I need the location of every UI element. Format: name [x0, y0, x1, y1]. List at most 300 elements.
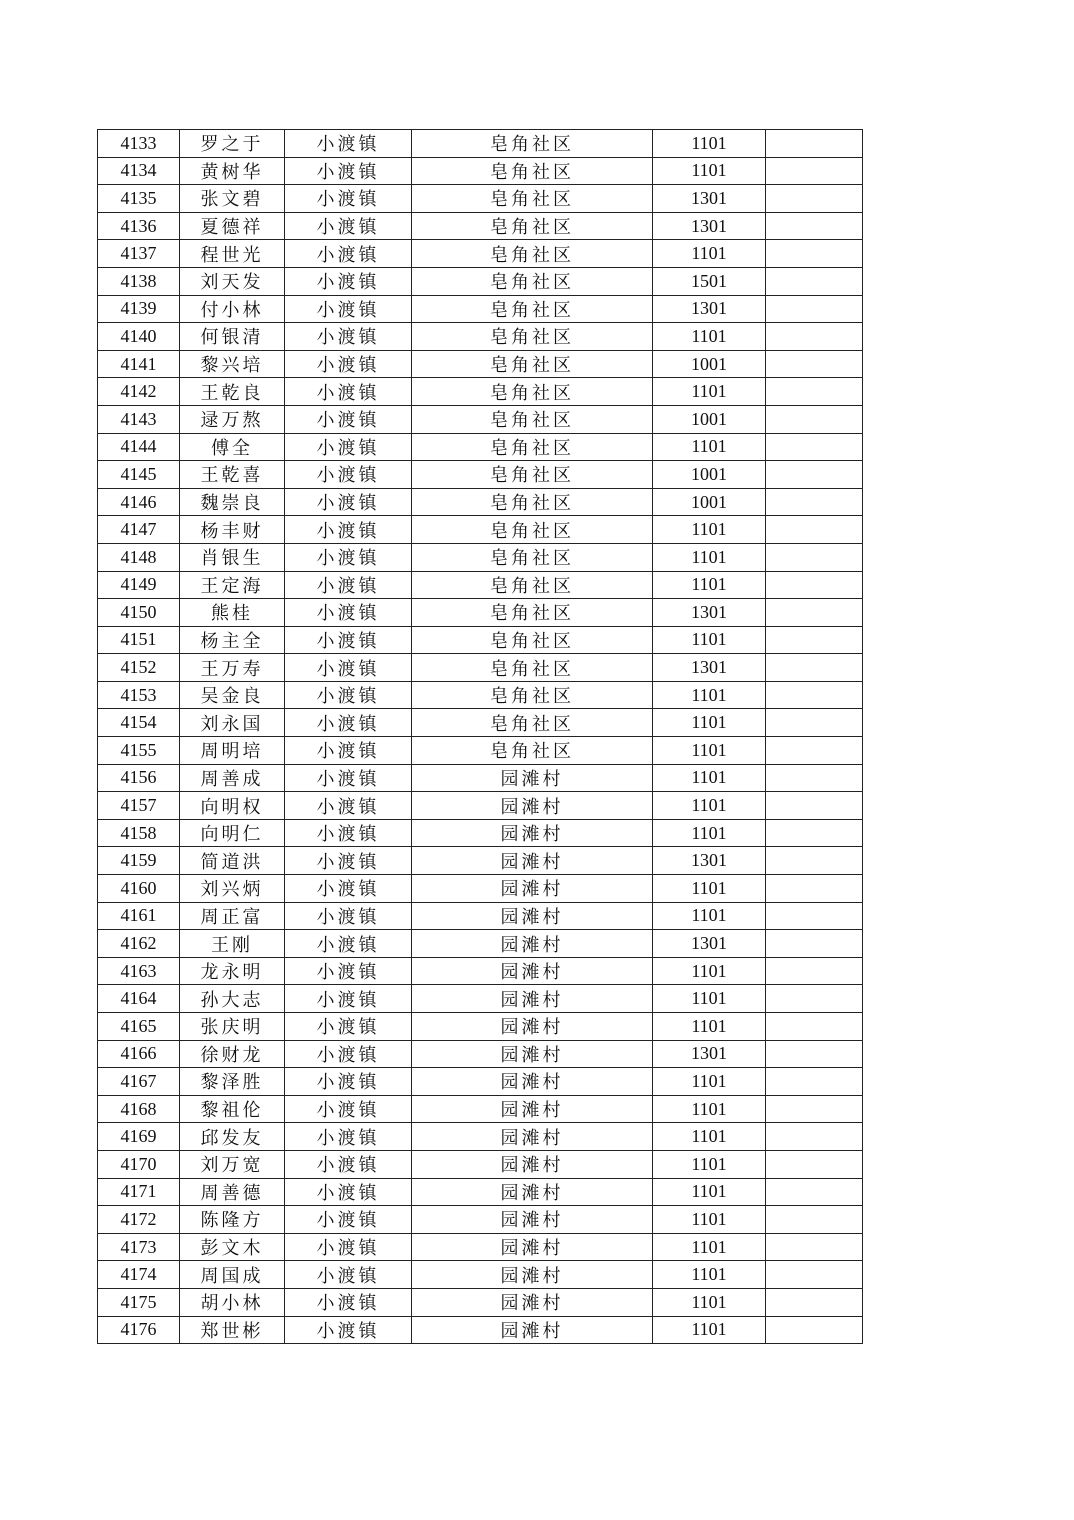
- town-cell: 小渡镇: [285, 240, 412, 268]
- note-cell: [766, 626, 863, 654]
- village-cell: 园滩村: [412, 764, 653, 792]
- row-number-cell: 4145: [98, 461, 180, 489]
- note-cell: [766, 1123, 863, 1151]
- note-cell: [766, 212, 863, 240]
- note-cell: [766, 185, 863, 213]
- name-cell: 简道洪: [180, 847, 285, 875]
- row-number-cell: 4147: [98, 516, 180, 544]
- name-cell: 付小林: [180, 295, 285, 323]
- row-number-cell: 4151: [98, 626, 180, 654]
- code-cell: 1101: [653, 240, 766, 268]
- village-cell: 园滩村: [412, 957, 653, 985]
- village-cell: 皂角社区: [412, 405, 653, 433]
- code-cell: 1101: [653, 1316, 766, 1344]
- village-cell: 园滩村: [412, 847, 653, 875]
- row-number-cell: 4139: [98, 295, 180, 323]
- code-cell: 1501: [653, 267, 766, 295]
- note-cell: [766, 1206, 863, 1234]
- name-cell: 刘永国: [180, 709, 285, 737]
- table-row: [98, 737, 863, 765]
- table-row: [98, 516, 863, 544]
- table-row: [98, 847, 863, 875]
- note-cell: [766, 737, 863, 765]
- town-cell: 小渡镇: [285, 405, 412, 433]
- name-cell: 程世光: [180, 240, 285, 268]
- name-cell: 罗之于: [180, 130, 285, 158]
- town-cell: 小渡镇: [285, 985, 412, 1013]
- name-cell: 龙永明: [180, 957, 285, 985]
- table-row: [98, 240, 863, 268]
- note-cell: [766, 599, 863, 627]
- town-cell: 小渡镇: [285, 516, 412, 544]
- note-cell: [766, 902, 863, 930]
- row-number-cell: 4171: [98, 1178, 180, 1206]
- name-cell: 向明仁: [180, 819, 285, 847]
- table-row: [98, 764, 863, 792]
- village-cell: 园滩村: [412, 1040, 653, 1068]
- row-number-cell: 4176: [98, 1316, 180, 1344]
- code-cell: 1001: [653, 350, 766, 378]
- name-cell: 杨主全: [180, 626, 285, 654]
- village-cell: 园滩村: [412, 792, 653, 820]
- row-number-cell: 4136: [98, 212, 180, 240]
- table-row: [98, 654, 863, 682]
- village-cell: 皂角社区: [412, 461, 653, 489]
- row-number-cell: 4144: [98, 433, 180, 461]
- code-cell: 1301: [653, 212, 766, 240]
- town-cell: 小渡镇: [285, 1150, 412, 1178]
- code-cell: 1101: [653, 1150, 766, 1178]
- row-number-cell: 4138: [98, 267, 180, 295]
- note-cell: [766, 571, 863, 599]
- table-row: [98, 405, 863, 433]
- row-number-cell: 4150: [98, 599, 180, 627]
- town-cell: 小渡镇: [285, 819, 412, 847]
- town-cell: 小渡镇: [285, 1040, 412, 1068]
- code-cell: 1101: [653, 1068, 766, 1096]
- note-cell: [766, 1233, 863, 1261]
- code-cell: 1101: [653, 1206, 766, 1234]
- code-cell: 1101: [653, 1233, 766, 1261]
- table-row: [98, 819, 863, 847]
- table-row: [98, 157, 863, 185]
- table-row: [98, 571, 863, 599]
- table-row: [98, 461, 863, 489]
- village-cell: 皂角社区: [412, 709, 653, 737]
- row-number-cell: 4164: [98, 985, 180, 1013]
- code-cell: 1101: [653, 1178, 766, 1206]
- village-cell: 皂角社区: [412, 599, 653, 627]
- row-number-cell: 4167: [98, 1068, 180, 1096]
- row-number-cell: 4142: [98, 378, 180, 406]
- code-cell: 1001: [653, 461, 766, 489]
- town-cell: 小渡镇: [285, 1068, 412, 1096]
- name-cell: 黎兴培: [180, 350, 285, 378]
- table-row: [98, 488, 863, 516]
- village-cell: 园滩村: [412, 1233, 653, 1261]
- name-cell: 傅全: [180, 433, 285, 461]
- table-row: [98, 681, 863, 709]
- code-cell: 1101: [653, 764, 766, 792]
- row-number-cell: 4148: [98, 543, 180, 571]
- table-row: [98, 130, 863, 158]
- town-cell: 小渡镇: [285, 267, 412, 295]
- table-row: [98, 1206, 863, 1234]
- row-number-cell: 4172: [98, 1206, 180, 1234]
- note-cell: [766, 488, 863, 516]
- code-cell: 1001: [653, 488, 766, 516]
- note-cell: [766, 405, 863, 433]
- town-cell: 小渡镇: [285, 681, 412, 709]
- village-cell: 皂角社区: [412, 654, 653, 682]
- note-cell: [766, 267, 863, 295]
- row-number-cell: 4155: [98, 737, 180, 765]
- name-cell: 郑世彬: [180, 1316, 285, 1344]
- name-cell: 张庆明: [180, 1013, 285, 1041]
- village-cell: 园滩村: [412, 902, 653, 930]
- name-cell: 魏崇良: [180, 488, 285, 516]
- name-cell: 邱发友: [180, 1123, 285, 1151]
- note-cell: [766, 875, 863, 903]
- note-cell: [766, 654, 863, 682]
- table-row: [98, 267, 863, 295]
- code-cell: 1101: [653, 875, 766, 903]
- row-number-cell: 4154: [98, 709, 180, 737]
- town-cell: 小渡镇: [285, 295, 412, 323]
- code-cell: 1101: [653, 681, 766, 709]
- name-cell: 黎泽胜: [180, 1068, 285, 1096]
- row-number-cell: 4168: [98, 1095, 180, 1123]
- code-cell: 1101: [653, 1095, 766, 1123]
- table-body: [98, 130, 863, 1344]
- note-cell: [766, 1150, 863, 1178]
- name-cell: 周国成: [180, 1261, 285, 1289]
- town-cell: 小渡镇: [285, 1095, 412, 1123]
- row-number-cell: 4140: [98, 323, 180, 351]
- row-number-cell: 4135: [98, 185, 180, 213]
- town-cell: 小渡镇: [285, 930, 412, 958]
- village-cell: 园滩村: [412, 1178, 653, 1206]
- code-cell: 1101: [653, 1288, 766, 1316]
- name-cell: 张文碧: [180, 185, 285, 213]
- village-cell: 皂角社区: [412, 185, 653, 213]
- table-row: [98, 985, 863, 1013]
- town-cell: 小渡镇: [285, 626, 412, 654]
- row-number-cell: 4166: [98, 1040, 180, 1068]
- name-cell: 孙大志: [180, 985, 285, 1013]
- village-cell: 园滩村: [412, 1123, 653, 1151]
- note-cell: [766, 792, 863, 820]
- village-cell: 园滩村: [412, 819, 653, 847]
- name-cell: 彭文木: [180, 1233, 285, 1261]
- name-cell: 周善成: [180, 764, 285, 792]
- note-cell: [766, 323, 863, 351]
- town-cell: 小渡镇: [285, 1123, 412, 1151]
- row-number-cell: 4149: [98, 571, 180, 599]
- name-cell: 王定海: [180, 571, 285, 599]
- town-cell: 小渡镇: [285, 212, 412, 240]
- town-cell: 小渡镇: [285, 1261, 412, 1289]
- note-cell: [766, 819, 863, 847]
- table-row: [98, 626, 863, 654]
- village-cell: 皂角社区: [412, 130, 653, 158]
- code-cell: 1101: [653, 737, 766, 765]
- row-number-cell: 4137: [98, 240, 180, 268]
- village-cell: 皂角社区: [412, 212, 653, 240]
- row-number-cell: 4169: [98, 1123, 180, 1151]
- note-cell: [766, 543, 863, 571]
- row-number-cell: 4173: [98, 1233, 180, 1261]
- table-row: [98, 323, 863, 351]
- note-cell: [766, 378, 863, 406]
- note-cell: [766, 1068, 863, 1096]
- table-row: [98, 1316, 863, 1344]
- table-row: [98, 1040, 863, 1068]
- table-row: [98, 1261, 863, 1289]
- town-cell: 小渡镇: [285, 488, 412, 516]
- name-cell: 王刚: [180, 930, 285, 958]
- table-row: [98, 378, 863, 406]
- town-cell: 小渡镇: [285, 654, 412, 682]
- note-cell: [766, 1261, 863, 1289]
- note-cell: [766, 847, 863, 875]
- table-row: [98, 930, 863, 958]
- town-cell: 小渡镇: [285, 792, 412, 820]
- row-number-cell: 4160: [98, 875, 180, 903]
- code-cell: 1301: [653, 654, 766, 682]
- table-row: [98, 957, 863, 985]
- village-cell: 园滩村: [412, 1288, 653, 1316]
- row-number-cell: 4162: [98, 930, 180, 958]
- note-cell: [766, 709, 863, 737]
- note-cell: [766, 681, 863, 709]
- note-cell: [766, 930, 863, 958]
- name-cell: 吴金良: [180, 681, 285, 709]
- note-cell: [766, 295, 863, 323]
- town-cell: 小渡镇: [285, 875, 412, 903]
- row-number-cell: 4143: [98, 405, 180, 433]
- name-cell: 黄树华: [180, 157, 285, 185]
- table-row: [98, 1150, 863, 1178]
- village-cell: 皂角社区: [412, 543, 653, 571]
- table-row: [98, 543, 863, 571]
- note-cell: [766, 1316, 863, 1344]
- town-cell: 小渡镇: [285, 1288, 412, 1316]
- town-cell: 小渡镇: [285, 902, 412, 930]
- table-row: [98, 433, 863, 461]
- name-cell: 陈隆方: [180, 1206, 285, 1234]
- row-number-cell: 4141: [98, 350, 180, 378]
- code-cell: 1001: [653, 405, 766, 433]
- note-cell: [766, 516, 863, 544]
- village-cell: 园滩村: [412, 1150, 653, 1178]
- town-cell: 小渡镇: [285, 433, 412, 461]
- code-cell: 1101: [653, 433, 766, 461]
- code-cell: 1101: [653, 709, 766, 737]
- code-cell: 1101: [653, 902, 766, 930]
- village-cell: 园滩村: [412, 985, 653, 1013]
- village-cell: 皂角社区: [412, 488, 653, 516]
- village-cell: 园滩村: [412, 930, 653, 958]
- code-cell: 1101: [653, 516, 766, 544]
- town-cell: 小渡镇: [285, 1178, 412, 1206]
- code-cell: 1101: [653, 130, 766, 158]
- row-number-cell: 4158: [98, 819, 180, 847]
- note-cell: [766, 1095, 863, 1123]
- name-cell: 周明培: [180, 737, 285, 765]
- town-cell: 小渡镇: [285, 185, 412, 213]
- village-cell: 园滩村: [412, 875, 653, 903]
- name-cell: 刘兴炳: [180, 875, 285, 903]
- town-cell: 小渡镇: [285, 130, 412, 158]
- note-cell: [766, 240, 863, 268]
- village-cell: 皂角社区: [412, 157, 653, 185]
- row-number-cell: 4153: [98, 681, 180, 709]
- table-row: [98, 599, 863, 627]
- village-cell: 皂角社区: [412, 516, 653, 544]
- row-number-cell: 4165: [98, 1013, 180, 1041]
- row-number-cell: 4174: [98, 1261, 180, 1289]
- village-cell: 皂角社区: [412, 267, 653, 295]
- town-cell: 小渡镇: [285, 1316, 412, 1344]
- town-cell: 小渡镇: [285, 737, 412, 765]
- note-cell: [766, 985, 863, 1013]
- code-cell: 1301: [653, 295, 766, 323]
- code-cell: 1101: [653, 985, 766, 1013]
- name-cell: 刘天发: [180, 267, 285, 295]
- village-cell: 皂角社区: [412, 626, 653, 654]
- name-cell: 王乾喜: [180, 461, 285, 489]
- town-cell: 小渡镇: [285, 571, 412, 599]
- name-cell: 王乾良: [180, 378, 285, 406]
- name-cell: 刘万宽: [180, 1150, 285, 1178]
- code-cell: 1301: [653, 847, 766, 875]
- row-number-cell: 4159: [98, 847, 180, 875]
- village-cell: 皂角社区: [412, 737, 653, 765]
- table-row: [98, 792, 863, 820]
- row-number-cell: 4170: [98, 1150, 180, 1178]
- town-cell: 小渡镇: [285, 1013, 412, 1041]
- code-cell: 1101: [653, 157, 766, 185]
- name-cell: 逯万熬: [180, 405, 285, 433]
- row-number-cell: 4161: [98, 902, 180, 930]
- name-cell: 熊桂: [180, 599, 285, 627]
- name-cell: 周善德: [180, 1178, 285, 1206]
- table-row: [98, 1095, 863, 1123]
- name-cell: 黎祖伦: [180, 1095, 285, 1123]
- name-cell: 王万寿: [180, 654, 285, 682]
- table-row: [98, 295, 863, 323]
- village-cell: 皂角社区: [412, 240, 653, 268]
- table-row: [98, 875, 863, 903]
- village-cell: 皂角社区: [412, 571, 653, 599]
- town-cell: 小渡镇: [285, 350, 412, 378]
- row-number-cell: 4157: [98, 792, 180, 820]
- note-cell: [766, 433, 863, 461]
- town-cell: 小渡镇: [285, 709, 412, 737]
- note-cell: [766, 461, 863, 489]
- code-cell: 1101: [653, 323, 766, 351]
- village-cell: 园滩村: [412, 1206, 653, 1234]
- name-cell: 向明权: [180, 792, 285, 820]
- table-row: [98, 1288, 863, 1316]
- code-cell: 1101: [653, 571, 766, 599]
- village-cell: 皂角社区: [412, 350, 653, 378]
- name-cell: 胡小林: [180, 1288, 285, 1316]
- row-number-cell: 4156: [98, 764, 180, 792]
- code-cell: 1301: [653, 1040, 766, 1068]
- code-cell: 1101: [653, 1123, 766, 1151]
- village-cell: 皂角社区: [412, 681, 653, 709]
- code-cell: 1101: [653, 1261, 766, 1289]
- code-cell: 1101: [653, 819, 766, 847]
- name-cell: 何银清: [180, 323, 285, 351]
- code-cell: 1101: [653, 543, 766, 571]
- code-cell: 1301: [653, 185, 766, 213]
- village-cell: 皂角社区: [412, 323, 653, 351]
- table-row: [98, 902, 863, 930]
- note-cell: [766, 130, 863, 158]
- note-cell: [766, 957, 863, 985]
- town-cell: 小渡镇: [285, 599, 412, 627]
- name-cell: 夏德祥: [180, 212, 285, 240]
- village-cell: 园滩村: [412, 1068, 653, 1096]
- row-number-cell: 4152: [98, 654, 180, 682]
- code-cell: 1101: [653, 792, 766, 820]
- town-cell: 小渡镇: [285, 378, 412, 406]
- note-cell: [766, 1013, 863, 1041]
- village-cell: 园滩村: [412, 1095, 653, 1123]
- table-row: [98, 709, 863, 737]
- note-cell: [766, 157, 863, 185]
- note-cell: [766, 350, 863, 378]
- town-cell: 小渡镇: [285, 1206, 412, 1234]
- name-cell: 肖银生: [180, 543, 285, 571]
- village-cell: 皂角社区: [412, 378, 653, 406]
- code-cell: 1301: [653, 930, 766, 958]
- village-cell: 皂角社区: [412, 295, 653, 323]
- note-cell: [766, 1040, 863, 1068]
- town-cell: 小渡镇: [285, 323, 412, 351]
- table-row: [98, 1123, 863, 1151]
- village-cell: 园滩村: [412, 1261, 653, 1289]
- note-cell: [766, 1288, 863, 1316]
- town-cell: 小渡镇: [285, 764, 412, 792]
- record-table: [97, 129, 863, 1344]
- row-number-cell: 4146: [98, 488, 180, 516]
- code-cell: 1301: [653, 599, 766, 627]
- code-cell: 1101: [653, 626, 766, 654]
- code-cell: 1101: [653, 957, 766, 985]
- table-row: [98, 350, 863, 378]
- table-row: [98, 1178, 863, 1206]
- table-row: [98, 185, 863, 213]
- town-cell: 小渡镇: [285, 461, 412, 489]
- row-number-cell: 4175: [98, 1288, 180, 1316]
- code-cell: 1101: [653, 378, 766, 406]
- name-cell: 杨丰财: [180, 516, 285, 544]
- note-cell: [766, 764, 863, 792]
- table-row: [98, 212, 863, 240]
- town-cell: 小渡镇: [285, 957, 412, 985]
- row-number-cell: 4134: [98, 157, 180, 185]
- row-number-cell: 4133: [98, 130, 180, 158]
- town-cell: 小渡镇: [285, 157, 412, 185]
- village-cell: 园滩村: [412, 1013, 653, 1041]
- table-row: [98, 1068, 863, 1096]
- name-cell: 周正富: [180, 902, 285, 930]
- row-number-cell: 4163: [98, 957, 180, 985]
